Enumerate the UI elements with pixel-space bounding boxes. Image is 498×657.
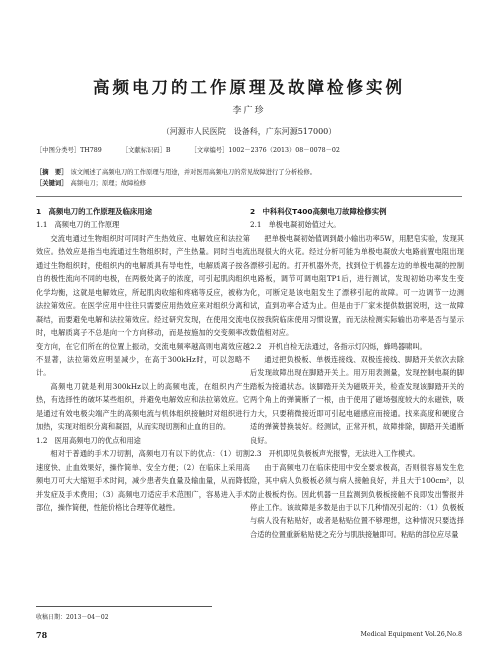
abstract-label: ［摘 要］ — [36, 169, 68, 176]
section-heading-1-2: 1.2 医用高频电刀的优点和用途 — [36, 435, 141, 445]
paragraph: 把单极电凝初始值调到最小输出功率5W，用肥皂实验，发现其出现很大的火花。经过分析可能为单极电凝放大电路前置电阻出现漂移引起的。打开机器外壳，找到位于机器左边的单极电凝的控制电路板，调节可调电阻TP1后，进行测试，发现初始功率发生变化，可断定是该电阻发生了漂移引起的故障。可一边调节一边测试，直到功率合适为止。但是由于厂家未提供数据说明，这一故障仅按我院临床使用习惯设置，而无法检测实际输出功率是否与显示数值相对应。 — [250, 233, 464, 338]
paragraph: 由于高频电刀在临床使用中安全要求极高，否则很容易发生危险，其中病人负极板必须与病人接触良好，并且大于100cm²，以防止极板灼伤。因此机器一旦监测到负极板接触不良即发出警报并停止工作。该故障是多数是由于以下几种情况引起的：（1）负极板与病人没有粘贴好，或者是粘贴位置不够理想，这种情况只要选择合适的位置重新粘贴使之充分与肌肤接触即可。粘贴的部位应尽量 — [250, 462, 464, 539]
abstract-block — [36, 167, 464, 189]
keywords-label: ［关键词］ — [36, 180, 68, 187]
document-code: ［文献标识码］B — [121, 147, 171, 154]
article-meta — [36, 145, 466, 154]
keywords-text: 高频电刀；原理；故障检修 — [70, 180, 147, 187]
author-name: 李广珍 — [232, 106, 266, 116]
section-heading-2-1: 2.1 单极电凝初始值过大。 — [250, 220, 341, 230]
clc-number: ［中图分类号］TH789 — [36, 147, 102, 154]
paragraph: 相对于普通的手术刀切割，高频电刀有以下的优点：（1）切割速度快、止血效果好，操作简单、安全方便；（2）在临床上采用高频电刀可大大缩短手术时间，减少患者失血量及输血量，从而降低并发症及手术费用；（3）高频电刀适应手术范围广，容易进入手术部位，操作简便，性能价格比合理等优越性。 — [36, 449, 250, 512]
section-heading-2: 2 中科科仪T400高频电刀故障检修实例 — [250, 207, 387, 216]
author-affiliation: （河源市人民医院 设备科，广东河源517000） — [161, 127, 337, 136]
right-column — [250, 205, 464, 541]
section-heading-1: 1 高频电刀的工作原理及临床用途 — [36, 207, 153, 216]
left-column — [36, 205, 250, 514]
section-heading-2-3: 2.3 开机即见负极板声光报警，无法进入工作模式。 — [250, 449, 420, 459]
section-heading-1-1: 1.1 高频电刀的工作原理 — [36, 220, 120, 230]
paragraph: 交流电通过生物组织时可同时产生热效应、电解效应和法拉第效应。热效应是指当电流通过生物组织时，产生热量。同时当电流通过生物组织时，使组织内的电解质具有导电性，电解质离子按各自的极性流向不同的电极，在两极处离子的浓度，可引起肌肉组织化学均衡，这就是电解效应，所起肌肉收缩和疼痛等反应，被称为法拉第效应。在医学应用中往往只需要应用热效应来对组织分离和凝结，而要避免电解和法拉第效应。经过研究发现，在使用交流电时，电解质离子不总是向一个方向移动，而是按施加的交变频率改变方向，在它们所在的位置上振动，交流电频率越高则电离效应越不显著，法拉第效应明显减少，在高于300kHz时，可以忽略不计。 — [36, 233, 250, 378]
abstract-text: 该文阐述了高频电刀的工作原理与用途，并对医用高频电刀的常见故障进行了分析检修。 — [70, 169, 317, 176]
page-number: 78 — [36, 630, 48, 640]
section-heading-2-2: 2.2 开机自检无法通过，各指示灯闪烁，蜂鸣器啸叫。 — [250, 341, 427, 351]
paragraph: 高频电刀就是利用300kHz以上的高频电流，在组织内产生热，有选择性的破坏某些组织，并避免电解效应和法拉第效应。它是通过有效电极尖端产生的高频电流与机体组织接触时对组织进行加热，实现对组织分离和凝固，从而实现切割和止血的目的。 — [36, 381, 250, 432]
received-date: 收稿日期：2013－04－02 — [36, 606, 212, 621]
article-number: ［文章编号］1002－2376（2013）08－0078－02 — [190, 147, 340, 154]
abstract — [36, 167, 464, 178]
paragraph: 通过把负极板、单极连接线、双极连接线、脚踏开关依次去除后发现故障出现在脚踏开关上。用万用表测量，发现控制电凝的脚踏板为接通状态。该脚踏开关为磁吸开关，检查发现该脚踏开关的两个角上的弹簧断了一根，由于使用了磁场强度较大的永磁铁，吸力大，只要稍微接近即可引起电磁感应而接通。找来高度和硬度合适的弹簧替换装好。经测试，正常开机，故障排除，脚踏开关通断良好。 — [250, 354, 464, 445]
journal-footer: Medical Equipment Vol.26,No.8 — [360, 631, 462, 638]
header-divider — [36, 196, 462, 197]
article-title: 高频电刀的工作原理及故障检修实例 — [93, 78, 405, 97]
keywords — [36, 178, 464, 189]
